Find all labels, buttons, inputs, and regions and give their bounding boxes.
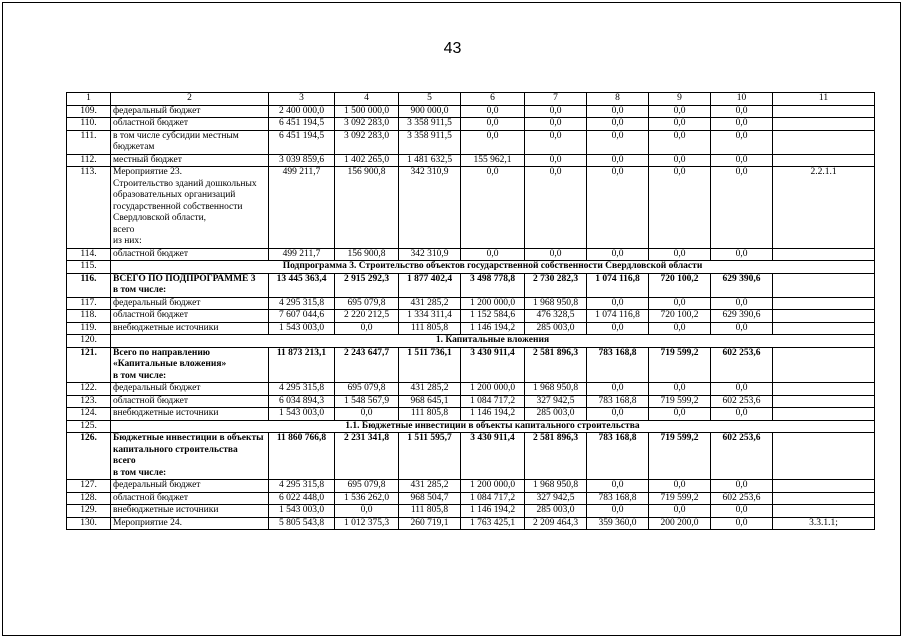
column-header: 7 [525,93,587,106]
value-cell: 3 430 911,4 [461,433,525,480]
value-cell: 11 860 766,8 [269,433,335,480]
table-row [67,105,875,118]
value-cell: 359 360,0 [587,517,649,530]
value-cell: 156 900,8 [335,248,399,261]
value-cell: 0,0 [649,408,711,421]
value-cell: 0,0 [711,322,773,335]
value-cell: 4 295 315,8 [269,383,335,396]
value-cell: 0,0 [335,505,399,518]
value-cell: 342 310,9 [399,248,461,261]
value-cell: 0,0 [587,505,649,518]
value-cell: 695 079,8 [335,480,399,493]
value-cell: 0,0 [649,480,711,493]
value-cell: 1 543 003,0 [269,322,335,335]
row-number: 117. [67,297,111,310]
row-name: федеральный бюджет [111,297,269,310]
row-name: областной бюджет [111,492,269,505]
section-title: 1. Капитальные вложения [111,335,875,348]
value-cell: 327 942,5 [525,492,587,505]
row-number: 111. [67,130,111,154]
table-row [67,167,875,249]
value-cell: 6 022 448,0 [269,492,335,505]
value-cell: 0,0 [587,322,649,335]
value-cell: 783 168,8 [587,347,649,383]
row-number: 112. [67,154,111,167]
reference-cell [773,118,875,131]
value-cell: 783 168,8 [587,395,649,408]
value-cell: 0,0 [587,105,649,118]
row-name: областной бюджет [111,395,269,408]
value-cell: 0,0 [587,480,649,493]
value-cell: 0,0 [335,408,399,421]
value-cell: 7 607 044,6 [269,310,335,323]
value-cell: 285 003,0 [525,322,587,335]
value-cell: 0,0 [649,105,711,118]
value-cell: 2 400 000,0 [269,105,335,118]
reference-cell [773,408,875,421]
value-cell: 783 168,8 [587,492,649,505]
reference-cell [773,297,875,310]
row-name: местный бюджет [111,154,269,167]
value-cell: 0,0 [461,118,525,131]
row-name: ВСЕГО ПО ПОДПРОГРАММЕ 3 в том числе: [111,273,269,297]
value-cell: 0,0 [649,248,711,261]
value-cell: 3 092 283,0 [335,118,399,131]
value-cell: 0,0 [649,154,711,167]
reference-cell [773,322,875,335]
value-cell: 476 328,5 [525,310,587,323]
value-cell: 3 358 911,5 [399,130,461,154]
value-cell: 0,0 [461,248,525,261]
reference-cell [773,492,875,505]
value-cell: 1 500 000,0 [335,105,399,118]
value-cell: 1 543 003,0 [269,505,335,518]
value-cell: 1 074 116,8 [587,310,649,323]
row-number: 110. [67,118,111,131]
value-cell: 0,0 [711,167,773,249]
row-number: 125. [67,420,111,433]
value-cell: 0,0 [587,154,649,167]
value-cell: 4 295 315,8 [269,480,335,493]
reference-cell [773,505,875,518]
value-cell: 11 873 213,1 [269,347,335,383]
row-number: 120. [67,335,111,348]
column-header: 4 [335,93,399,106]
value-cell: 0,0 [587,297,649,310]
row-name: областной бюджет [111,118,269,131]
value-cell: 0,0 [461,130,525,154]
value-cell: 3 092 283,0 [335,130,399,154]
reference-cell [773,383,875,396]
value-cell: 720 100,2 [649,273,711,297]
reference-cell: 3.3.1.1; [773,517,875,530]
row-number: 128. [67,492,111,505]
value-cell: 4 295 315,8 [269,297,335,310]
value-cell: 285 003,0 [525,408,587,421]
row-number: 115. [67,261,111,274]
value-cell: 155 962,1 [461,154,525,167]
value-cell: 342 310,9 [399,167,461,249]
table-row [67,383,875,396]
value-cell: 0,0 [587,130,649,154]
table-row [67,347,875,383]
value-cell: 1 543 003,0 [269,408,335,421]
table-row [67,273,875,297]
column-header: 3 [269,93,335,106]
row-number: 118. [67,310,111,323]
value-cell: 719 599,2 [649,347,711,383]
table-row [67,130,875,154]
column-header: 5 [399,93,461,106]
value-cell: 6 034 894,3 [269,395,335,408]
value-cell: 111 805,8 [399,505,461,518]
value-cell: 2 209 464,3 [525,517,587,530]
value-cell: 3 430 911,4 [461,347,525,383]
value-cell: 111 805,8 [399,322,461,335]
table-row [67,517,875,530]
value-cell: 1 200 000,0 [461,383,525,396]
value-cell: 719 599,2 [649,395,711,408]
column-header: 9 [649,93,711,106]
table-row [67,395,875,408]
section-title: Подпрограмма 3. Строительство объектов государственной собственности Свердловской области [111,261,875,274]
value-cell: 1 200 000,0 [461,297,525,310]
row-name: Бюджетные инвестиции в объекты капитального строительства всего в том числе: [111,433,269,480]
value-cell: 2 581 896,3 [525,433,587,480]
table-row [67,335,875,348]
value-cell: 0,0 [711,105,773,118]
value-cell: 0,0 [711,118,773,131]
row-name: областной бюджет [111,248,269,261]
value-cell: 260 719,1 [399,517,461,530]
row-name: Мероприятие 24. [111,517,269,530]
value-cell: 629 390,6 [711,273,773,297]
reference-cell [773,248,875,261]
row-name: федеральный бюджет [111,383,269,396]
value-cell: 431 285,2 [399,383,461,396]
row-name: Мероприятие 23. Строительство зданий дошкольных образовательных организаций государственной собственности Свердловской области, всего из них: [111,167,269,249]
column-header: 10 [711,93,773,106]
value-cell: 0,0 [649,118,711,131]
value-cell: 2 730 282,3 [525,273,587,297]
table-row [67,261,875,274]
value-cell: 0,0 [335,322,399,335]
value-cell: 695 079,8 [335,383,399,396]
value-cell: 2 243 647,7 [335,347,399,383]
value-cell: 629 390,6 [711,310,773,323]
row-name: в том числе субсидии местным бюджетам [111,130,269,154]
value-cell: 1 968 950,8 [525,383,587,396]
value-cell: 0,0 [649,167,711,249]
value-cell: 1 152 584,6 [461,310,525,323]
value-cell: 0,0 [525,167,587,249]
value-cell: 1 968 950,8 [525,480,587,493]
row-name: областной бюджет [111,310,269,323]
row-number: 116. [67,273,111,297]
value-cell: 1 012 375,3 [335,517,399,530]
value-cell: 0,0 [587,167,649,249]
value-cell: 968 645,1 [399,395,461,408]
value-cell: 900 000,0 [399,105,461,118]
table-row [67,154,875,167]
table-header-row [67,93,875,106]
section-title: 1.1. Бюджетные инвестиции в объекты капитального строительства [111,420,875,433]
column-header: 8 [587,93,649,106]
reference-cell [773,154,875,167]
value-cell: 6 451 194,5 [269,118,335,131]
reference-cell [773,347,875,383]
value-cell: 0,0 [525,130,587,154]
row-name: Всего по направлению «Капитальные вложения» в том числе: [111,347,269,383]
value-cell: 0,0 [649,322,711,335]
row-number: 122. [67,383,111,396]
value-cell: 1 074 116,8 [587,273,649,297]
value-cell: 2 231 341,8 [335,433,399,480]
reference-cell [773,480,875,493]
reference-cell [773,310,875,323]
value-cell: 720 100,2 [649,310,711,323]
budget-table [66,92,875,530]
value-cell: 0,0 [525,118,587,131]
value-cell: 0,0 [711,480,773,493]
table-row [67,505,875,518]
row-number: 114. [67,248,111,261]
row-name: федеральный бюджет [111,105,269,118]
value-cell: 968 504,7 [399,492,461,505]
row-number: 123. [67,395,111,408]
value-cell: 1 402 265,0 [335,154,399,167]
table-row [67,480,875,493]
value-cell: 0,0 [711,505,773,518]
value-cell: 602 253,6 [711,492,773,505]
row-number: 124. [67,408,111,421]
reference-cell [773,105,875,118]
value-cell: 0,0 [711,408,773,421]
value-cell: 602 253,6 [711,347,773,383]
value-cell: 0,0 [711,517,773,530]
value-cell: 1 146 194,2 [461,408,525,421]
value-cell: 1 511 595,7 [399,433,461,480]
column-header: 11 [773,93,875,106]
value-cell: 0,0 [711,383,773,396]
reference-cell [773,273,875,297]
row-number: 130. [67,517,111,530]
value-cell: 499 211,7 [269,167,335,249]
value-cell: 3 358 911,5 [399,118,461,131]
row-name: внебюджетные источники [111,505,269,518]
value-cell: 5 805 543,8 [269,517,335,530]
value-cell: 1 877 402,4 [399,273,461,297]
value-cell: 1 084 717,2 [461,395,525,408]
value-cell: 0,0 [525,154,587,167]
table-row [67,248,875,261]
table-row [67,310,875,323]
value-cell: 2 915 292,3 [335,273,399,297]
value-cell: 3 498 778,8 [461,273,525,297]
value-cell: 1 334 311,4 [399,310,461,323]
page-number: 43 [443,40,462,57]
value-cell: 0,0 [649,383,711,396]
value-cell: 111 805,8 [399,408,461,421]
value-cell: 602 253,6 [711,433,773,480]
value-cell: 2 220 212,5 [335,310,399,323]
column-header: 1 [67,93,111,106]
value-cell: 0,0 [649,505,711,518]
reference-cell [773,130,875,154]
value-cell: 0,0 [587,383,649,396]
value-cell: 1 536 262,0 [335,492,399,505]
value-cell: 0,0 [587,118,649,131]
value-cell: 6 451 194,5 [269,130,335,154]
value-cell: 431 285,2 [399,297,461,310]
value-cell: 285 003,0 [525,505,587,518]
value-cell: 0,0 [461,105,525,118]
row-number: 129. [67,505,111,518]
value-cell: 1 968 950,8 [525,297,587,310]
row-name: федеральный бюджет [111,480,269,493]
table-row [67,433,875,480]
value-cell: 0,0 [525,248,587,261]
value-cell: 0,0 [587,408,649,421]
value-cell: 0,0 [711,248,773,261]
value-cell: 1 084 717,2 [461,492,525,505]
row-number: 113. [67,167,111,249]
value-cell: 327 942,5 [525,395,587,408]
value-cell: 719 599,2 [649,492,711,505]
table-row [67,408,875,421]
value-cell: 0,0 [525,105,587,118]
value-cell: 13 445 363,4 [269,273,335,297]
value-cell: 3 039 859,6 [269,154,335,167]
value-cell: 0,0 [711,130,773,154]
row-name: внебюджетные источники [111,322,269,335]
value-cell: 0,0 [649,297,711,310]
table-row [67,297,875,310]
value-cell: 602 253,6 [711,395,773,408]
table-body [67,93,875,530]
value-cell: 200 200,0 [649,517,711,530]
value-cell: 156 900,8 [335,167,399,249]
value-cell: 2 581 896,3 [525,347,587,383]
row-number: 127. [67,480,111,493]
value-cell: 431 285,2 [399,480,461,493]
value-cell: 1 146 194,2 [461,322,525,335]
value-cell: 719 599,2 [649,433,711,480]
column-header: 6 [461,93,525,106]
row-number: 126. [67,433,111,480]
value-cell: 1 763 425,1 [461,517,525,530]
row-number: 121. [67,347,111,383]
value-cell: 1 481 632,5 [399,154,461,167]
table-row [67,420,875,433]
value-cell: 0,0 [649,130,711,154]
row-number: 119. [67,322,111,335]
value-cell: 0,0 [711,297,773,310]
value-cell: 1 146 194,2 [461,505,525,518]
value-cell: 1 548 567,9 [335,395,399,408]
column-header: 2 [111,93,269,106]
value-cell: 1 511 736,1 [399,347,461,383]
reference-cell: 2.2.1.1 [773,167,875,249]
reference-cell [773,395,875,408]
value-cell: 695 079,8 [335,297,399,310]
value-cell: 783 168,8 [587,433,649,480]
table-row [67,492,875,505]
value-cell: 1 200 000,0 [461,480,525,493]
table-row [67,322,875,335]
reference-cell [773,433,875,480]
value-cell: 499 211,7 [269,248,335,261]
value-cell: 0,0 [461,167,525,249]
value-cell: 0,0 [587,248,649,261]
row-number: 109. [67,105,111,118]
row-name: внебюджетные источники [111,408,269,421]
table-row [67,118,875,131]
value-cell: 0,0 [711,154,773,167]
